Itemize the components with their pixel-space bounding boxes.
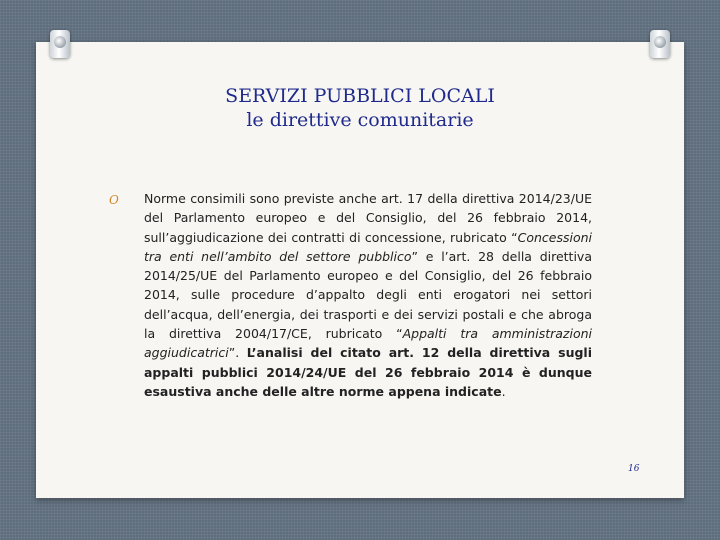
body-part-2: ” e l’art. 28 della direttiva 2014/25/UE del Parlamento europeo e del Consiglio, del 26 febbraio 2014, sulle procedure d’appalto degli enti erogatori nei settori dell’acqua, dell’energia, dei trasporti e dei servizi postali e che abroga la direttiva 2004/17/CE, rubricato “	[144, 248, 592, 342]
body-part-1: Norme consimili sono previste anche art. 17 della direttiva 2014/23/UE del Parlamento europeo e del Consiglio, del 26 febbraio 2014, sull’aggiudicazione dei contratti di concessione, rubricato “	[144, 191, 592, 245]
title-line-2: le direttive comunitarie	[246, 109, 474, 131]
body-end: .	[501, 383, 506, 399]
body-paragraph	[144, 189, 592, 401]
title-line-1: SERVIZI PUBBLICI LOCALI	[225, 85, 495, 107]
body-italic-2: Appalti tra amministrazioni aggiudicatrici	[144, 326, 592, 361]
bullet-icon: O	[109, 193, 119, 207]
body-part-3: ”.	[228, 345, 247, 361]
page-number: 16	[628, 464, 640, 474]
pushpin-right-icon	[650, 30, 670, 58]
pushpin-left-icon	[50, 30, 70, 58]
body-bold: L’analisi del citato art. 12 della direttiva sugli appalti pubblici 2014/24/UE del 26 febbraio 2014 è dunque esaustiva anche delle altre norme appena indicate	[144, 345, 592, 399]
body-italic-1: Concessioni tra enti nell’ambito del settore pubblico	[144, 229, 592, 264]
slide-title	[36, 84, 684, 132]
